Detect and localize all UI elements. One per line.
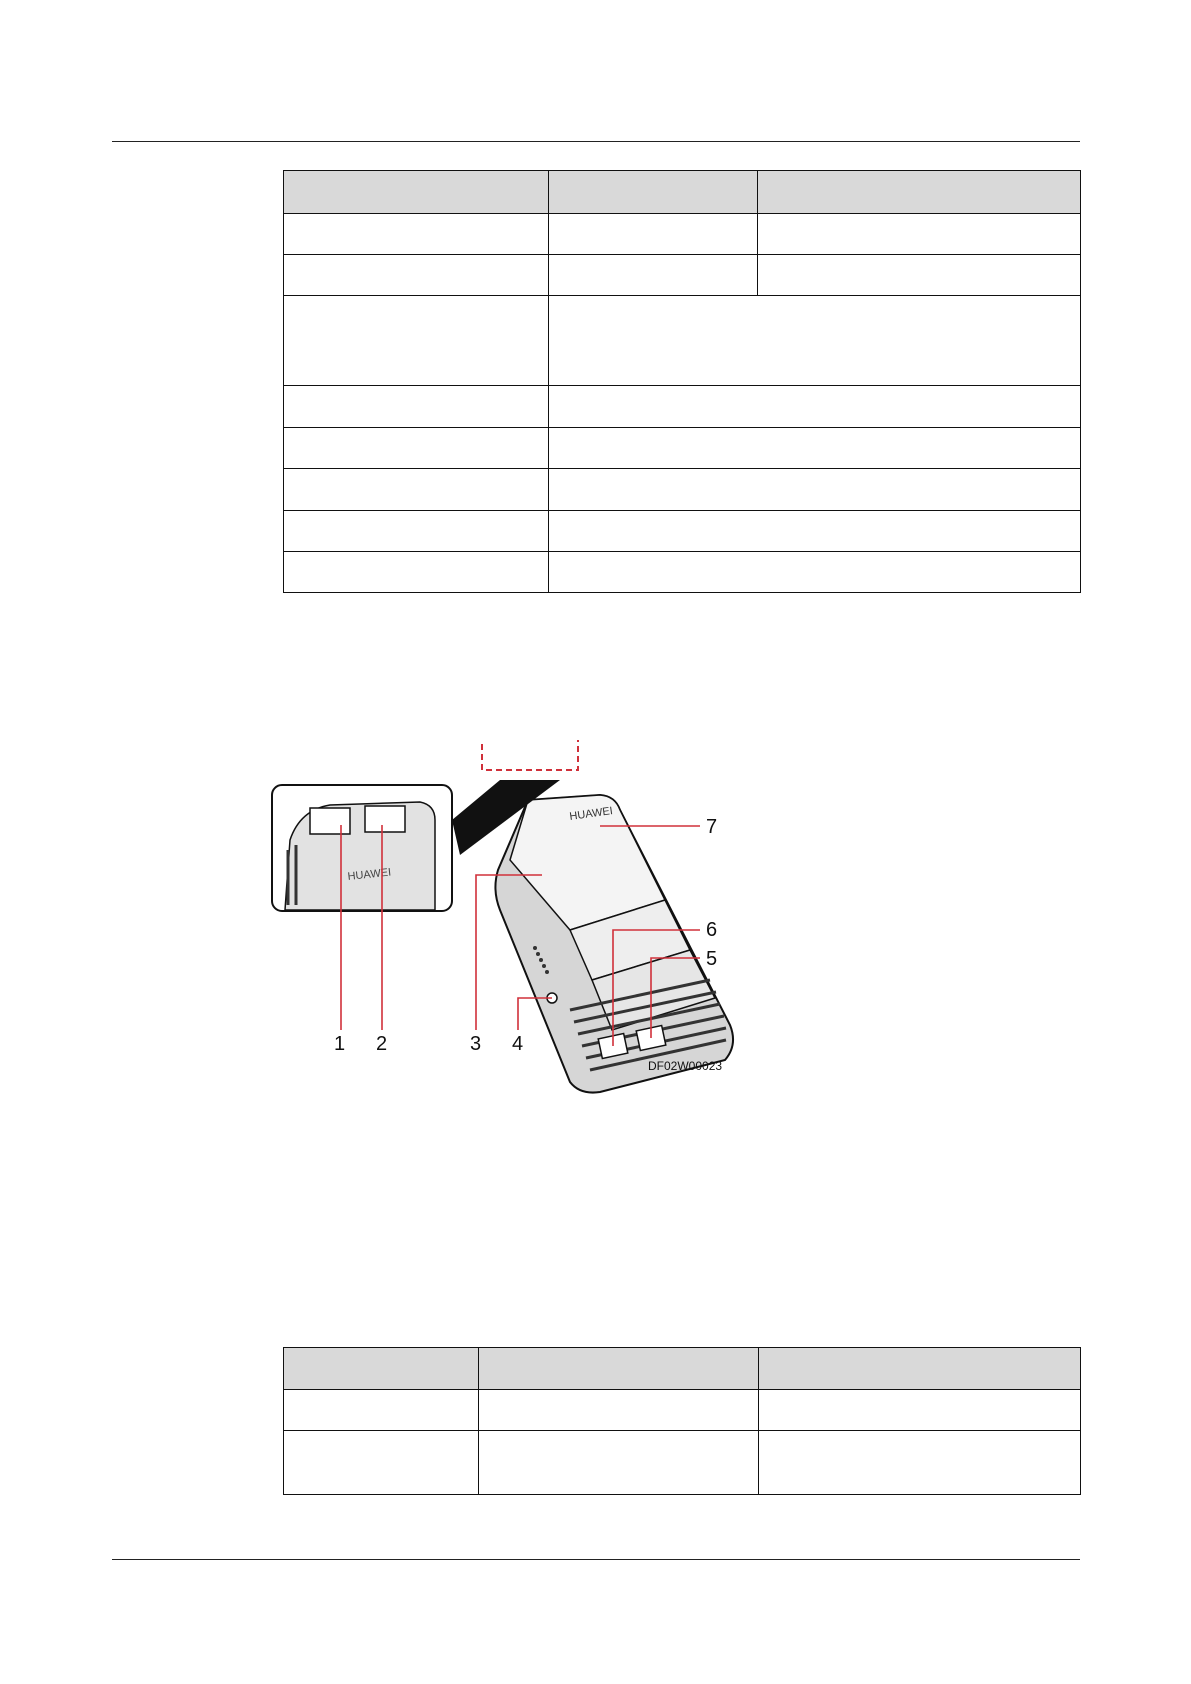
callout-number: 6	[706, 919, 718, 941]
spec-table	[283, 170, 1081, 593]
table-row	[284, 296, 1081, 386]
callout-number: 7	[706, 816, 718, 838]
table-cell	[549, 511, 1081, 552]
table-row	[284, 1390, 1081, 1431]
callout-number: 2	[376, 1033, 388, 1055]
table-header-row	[284, 171, 1081, 214]
table-row	[284, 469, 1081, 511]
header-cell	[284, 1348, 479, 1390]
table-cell	[758, 214, 1081, 255]
device-figure	[270, 740, 790, 1150]
table-cell	[549, 552, 1081, 593]
table-row	[284, 214, 1081, 255]
brand-label: HUAWEI	[568, 805, 614, 823]
inset-port-1	[310, 808, 350, 834]
device-body	[495, 795, 733, 1093]
table-cell	[479, 1431, 759, 1495]
footer-rule	[112, 1559, 1080, 1560]
table-cell	[284, 1390, 479, 1431]
table-cell	[549, 255, 758, 296]
table-cell	[549, 428, 1081, 469]
table-cell	[284, 469, 549, 511]
header-rule	[112, 141, 1080, 142]
table-cell	[759, 1431, 1081, 1495]
header-cell	[758, 171, 1081, 214]
header-cell	[284, 171, 549, 214]
table-cell	[549, 469, 1081, 511]
table-row	[284, 255, 1081, 296]
device-illustration	[270, 740, 790, 1150]
table-cell	[758, 255, 1081, 296]
callout-number: 1	[334, 1033, 346, 1055]
table-cell	[759, 1390, 1081, 1431]
table-cell	[284, 255, 549, 296]
table-row	[284, 386, 1081, 428]
callout-number: 3	[470, 1033, 482, 1055]
header-cell	[549, 171, 758, 214]
figure-code: DF02W00023	[648, 1059, 723, 1073]
table-row	[284, 511, 1081, 552]
header-cell	[759, 1348, 1081, 1390]
callout-number: 5	[706, 948, 718, 970]
table-cell	[549, 296, 1081, 386]
table-cell	[549, 214, 758, 255]
table-cell	[284, 296, 549, 386]
inset-brand-label: HUAWEI	[347, 866, 392, 883]
table-cell	[284, 386, 549, 428]
table-cell	[284, 552, 549, 593]
table-row	[284, 552, 1081, 593]
table-cell	[284, 428, 549, 469]
table-cell	[549, 386, 1081, 428]
table-cell	[284, 214, 549, 255]
port-table	[283, 1347, 1081, 1495]
inset-port-2	[365, 806, 405, 832]
table-row	[284, 1431, 1081, 1495]
table-cell	[284, 1431, 479, 1495]
table-header-row	[284, 1348, 1081, 1390]
table-cell	[284, 511, 549, 552]
table-row	[284, 428, 1081, 469]
highlight-box	[482, 740, 578, 770]
table-cell	[479, 1390, 759, 1431]
header-cell	[479, 1348, 759, 1390]
callout-number: 4	[512, 1033, 524, 1055]
inset-detail	[272, 785, 452, 911]
